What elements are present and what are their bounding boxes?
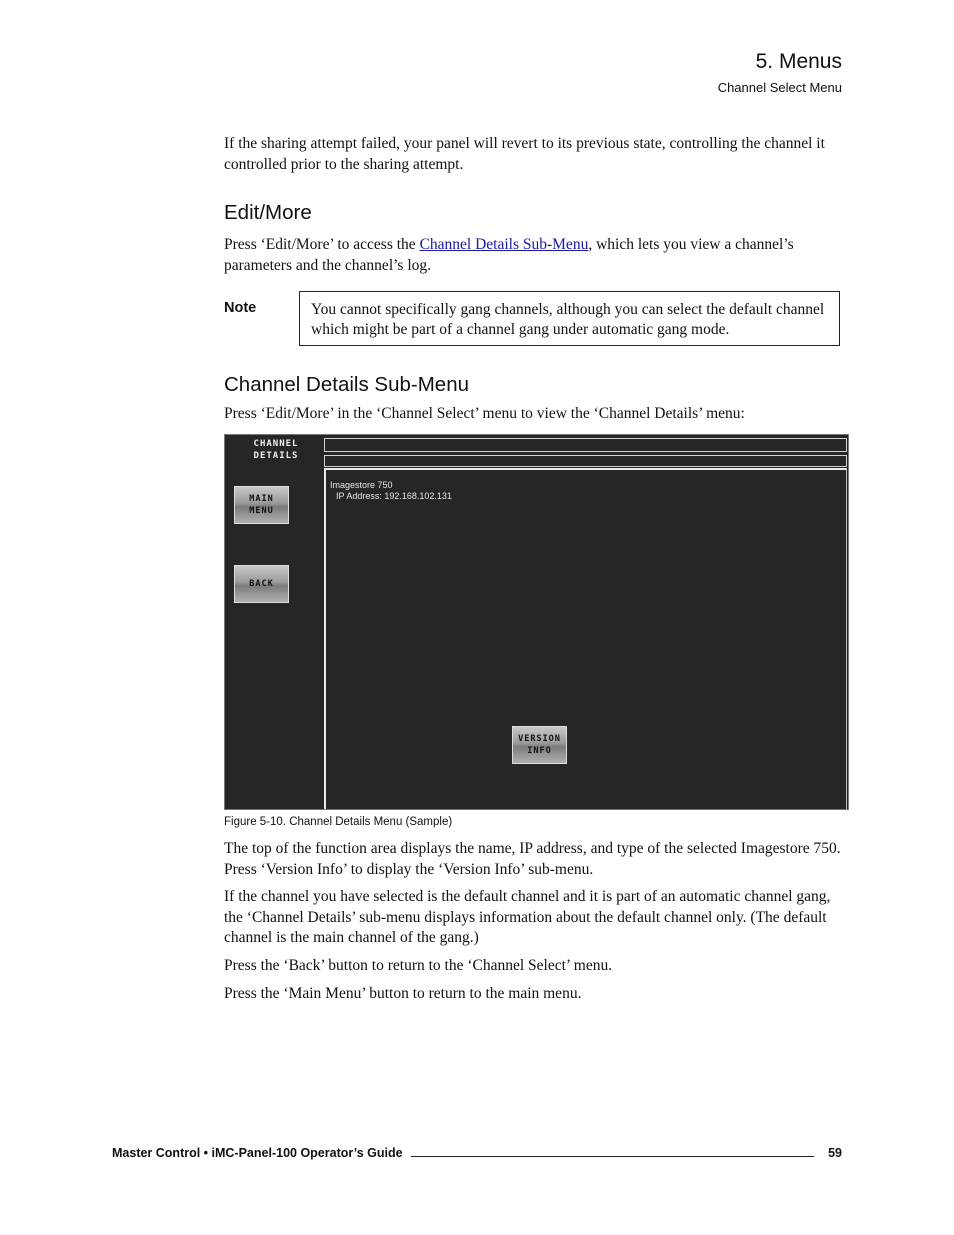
note-label: Note (224, 300, 257, 316)
back-button[interactable] (234, 565, 289, 603)
intro-paragraph: If the sharing attempt failed, your panel will revert to its previous state, controlling the channel it controlled prior to the sharing attempt. (224, 135, 825, 173)
paragraph-4: Press the ‘Main Menu’ button to return to the main menu. (224, 985, 582, 1002)
main-menu-button[interactable] (234, 486, 289, 524)
footer-rule (411, 1156, 814, 1157)
channel-details-link[interactable]: Channel Details Sub-Menu (419, 236, 589, 253)
version-info-line2: INFO (527, 746, 552, 756)
chapter-title: 5. Menus (755, 50, 842, 73)
device-name: Imagestore 750 (330, 480, 393, 490)
status-strip (324, 438, 847, 452)
ip-address: IP Address: 192.168.102.131 (336, 491, 452, 501)
paragraph-3: Press the ‘Back’ button to return to the ‘Channel Select’ menu. (224, 957, 613, 974)
function-area (324, 468, 847, 809)
note-box: You cannot specifically gang channels, although you can select the default channel which might be part of a channel gang under automatic gang mode. (299, 291, 840, 346)
main-menu-line1: MAIN (249, 494, 274, 504)
channel-details-heading: Channel Details Sub-Menu (224, 373, 469, 396)
edit-more-text-after: , which lets you view a channel’s parameters and the channel’s log. (224, 236, 794, 274)
version-info-button[interactable] (512, 726, 567, 764)
edit-more-paragraph (224, 235, 824, 276)
section-title: Channel Select Menu (717, 80, 842, 95)
version-info-line1: VERSION (518, 734, 561, 744)
channel-details-intro: Press ‘Edit/More’ in the ‘Channel Select’ menu to view the ‘Channel Details’ menu: (224, 405, 745, 422)
channel-details-screen (224, 434, 849, 810)
selection-bar (324, 455, 847, 467)
figure-caption: Figure 5-10. Channel Details Menu (Sample) (224, 816, 453, 828)
screen-title-line1: CHANNEL (253, 439, 299, 449)
footer-title: Master Control • iMC-Panel-100 Operator’s Guide (112, 1146, 403, 1160)
back-button-label: BACK (249, 579, 274, 589)
screen-title (243, 438, 309, 462)
edit-more-heading: Edit/More (224, 201, 312, 224)
paragraph-1: The top of the function area displays the name, IP address, and type of the selected Imagestore 750. Press ‘Version Info’ to display the ‘Version Info’ sub-menu. (224, 840, 841, 878)
screen-title-line2: DETAILS (253, 451, 299, 461)
paragraph-2: If the channel you have selected is the default channel and it is part of an automatic channel gang, the ‘Channel Details’ sub-menu displays information about the default channel only. (The default channel is the main channel of the gang.) (224, 888, 831, 946)
main-menu-line2: MENU (249, 506, 274, 516)
edit-more-text-before: Press ‘Edit/More’ to access the (224, 236, 420, 253)
page-number: 59 (828, 1146, 842, 1160)
